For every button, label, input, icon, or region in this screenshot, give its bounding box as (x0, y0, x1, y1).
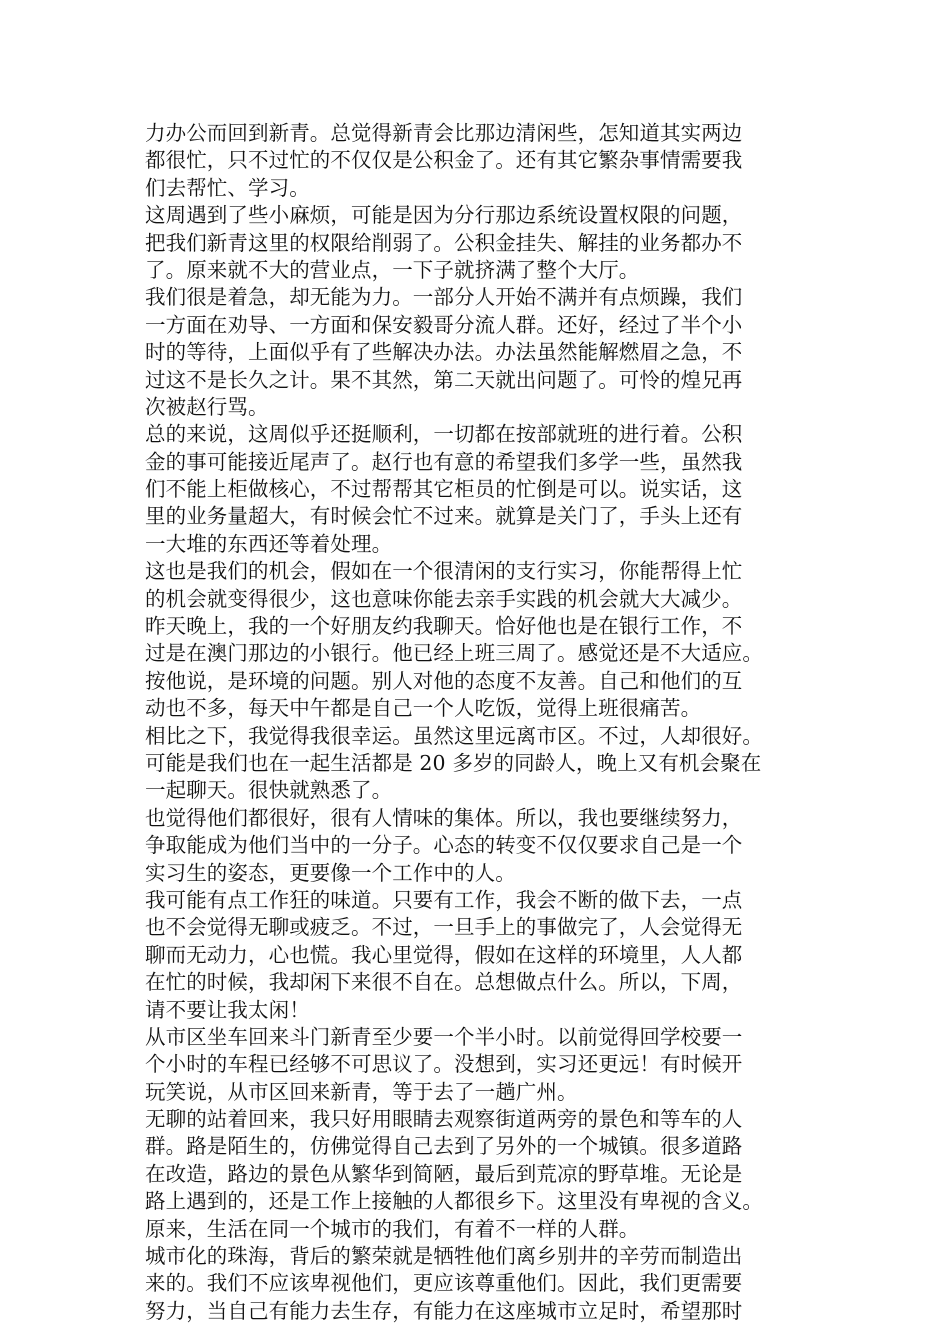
text-line: 玩笑说，从市区回来新青，等于去了一趟广州。 (145, 1079, 578, 1104)
text-line: 无聊的站着回来，我只好用眼睛去观察街道两旁的景色和等车的人 (145, 1107, 743, 1132)
body-text (145, 120, 805, 1325)
text-line: 争取能成为他们当中的一分子。心态的转变不仅仅要求自己是一个 (145, 833, 743, 858)
text-line: 的机会就变得很少，这也意味你能去亲手实践的机会就大大减少。 (145, 586, 743, 611)
text-line: 过这不是长久之计。果不其然，第二天就出问题了。可怜的煌兄再 (145, 367, 743, 392)
text-line: 城市化的珠海，背后的繁荣就是牺牲他们离乡别井的辛劳而制造出 (145, 1244, 743, 1269)
text-line: 们不能上柜做核心，不过帮帮其它柜员的忙倒是可以。说实话，这 (145, 477, 743, 502)
text-line: 都很忙，只不过忙的不仅仅是公积金了。还有其它繁杂事情需要我 (145, 148, 743, 173)
text-line: 实习生的姿态，更要像一个工作中的人。 (145, 860, 516, 885)
text-line: 一大堆的东西还等着处理。 (145, 531, 393, 556)
text-line: 聊而无动力，心也慌。我心里觉得，假如在这样的环境里，人人都 (145, 942, 743, 967)
text-line: 力办公而回到新青。总觉得新青会比那边清闲些，怎知道其实两边 (145, 121, 743, 145)
text-line: 路上遇到的，还是工作上接触的人都很乡下。这里没有卑视的含义。 (145, 1189, 763, 1214)
text-line: 在改造，路边的景色从繁华到简陋，最后到荒凉的野草堆。无论是 (145, 1161, 743, 1186)
text-line: 也觉得他们都很好，很有人情味的集体。所以，我也要继续努力， (145, 805, 743, 830)
text-line: 动也不多，每天中午都是自己一个人吃饭，觉得上班很痛苦。 (145, 696, 702, 721)
text-line: 这周遇到了些小麻烦，可能是因为分行那边系统设置权限的问题， (145, 203, 743, 228)
text-line: 这也是我们的机会，假如在一个很清闲的支行实习，你能帮得上忙 (145, 559, 743, 584)
text-line: 相比之下，我觉得我很幸运。虽然这里远离市区。不过，人却很好。 (145, 723, 763, 748)
text-line: 个小时的车程已经够不可思议了。没想到，实习还更远！有时候开 (145, 1052, 743, 1077)
text-line: 从市区坐车回来斗门新青至少要一个半小时。以前觉得回学校要一 (145, 1024, 743, 1049)
text-line: 群。路是陌生的，仿佛觉得自己去到了另外的一个城镇。很多道路 (145, 1134, 743, 1159)
text-line: 把我们新青这里的权限给削弱了。公积金挂失、解挂的业务都办不 (145, 230, 743, 255)
text-line: 按他说，是环境的问题。别人对他的态度不友善。自己和他们的互 (145, 668, 743, 693)
text-line: 总的来说，这周似乎还挺顺利，一切都在按部就班的进行着。公积 (145, 422, 743, 447)
text-line: 努力，当自己有能力去生存，有能力在这座城市立足时，希望那时 (145, 1298, 743, 1323)
text-line: 也不会觉得无聊或疲乏。不过，一旦手上的事做完了，人会觉得无 (145, 915, 743, 940)
text-line: 了。原来就不大的营业点，一下子就挤满了整个大厅。 (145, 257, 640, 282)
text-line: 过是在澳门那边的小银行。他已经上班三周了。感觉还是不大适应。 (145, 641, 763, 666)
text-line: 在忙的时候，我却闲下来很不自在。总想做点什么。所以，下周， (145, 970, 743, 995)
text-line: 原来，生活在同一个城市的我们，有着不一样的人群。 (145, 1216, 640, 1241)
text-line: 一方面在劝导、一方面和保安毅哥分流人群。还好，经过了半个小 (145, 312, 743, 337)
text-line: 金的事可能接近尾声了。赵行也有意的希望我们多学一些，虽然我 (145, 449, 743, 474)
text-line: 请不要让我太闲！ (145, 997, 310, 1022)
text-line: 们去帮忙、学习。 (145, 175, 310, 200)
text-line: 可能是我们也在一起生活都是 20 多岁的同龄人，晚上又有机会聚在 (145, 750, 762, 775)
text-line: 里的业务量超大，有时候会忙不过来。就算是关门了，手头上还有 (145, 504, 743, 529)
text-line: 我们很是着急，却无能为力。一部分人开始不满并有点烦躁，我们 (145, 285, 743, 310)
text-line: 来的。我们不应该卑视他们，更应该尊重他们。因此，我们更需要 (145, 1271, 743, 1296)
text-line: 昨天晚上，我的一个好朋友约我聊天。恰好他也是在银行工作，不 (145, 614, 743, 639)
text-line: 时的等待，上面似乎有了些解决办法。办法虽然能解燃眉之急，不 (145, 340, 743, 365)
text-line: 次被赵行骂。 (145, 394, 269, 419)
text-line: 一起聊天。很快就熟悉了。 (145, 778, 393, 803)
text-line: 我可能有点工作狂的味道。只要有工作，我会不断的做下去，一点 (145, 887, 743, 912)
